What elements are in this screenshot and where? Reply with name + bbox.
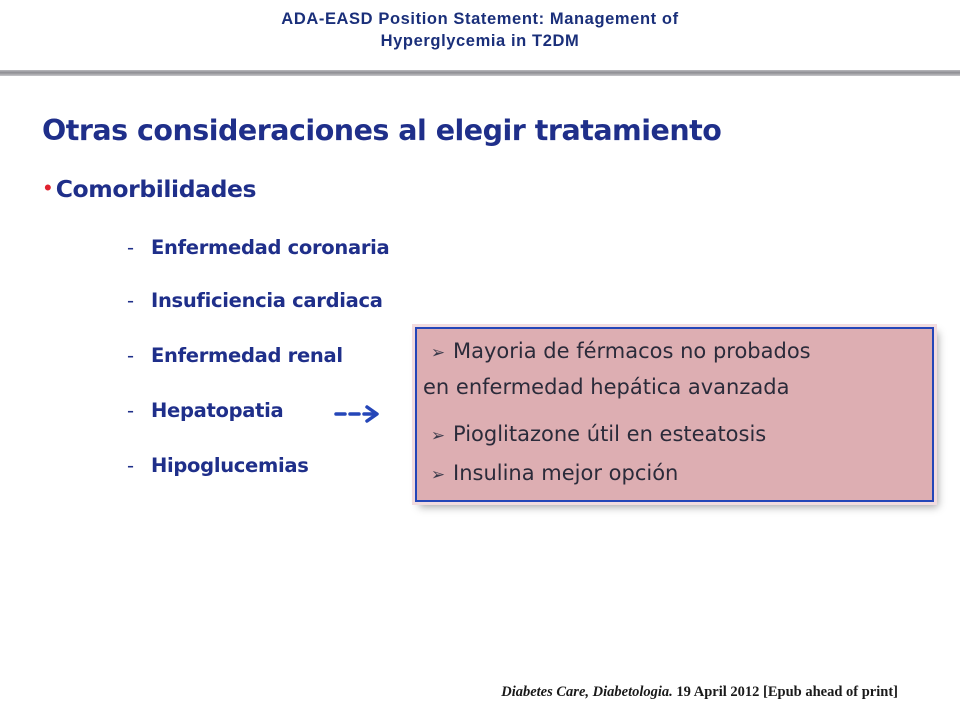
list-item-enfermedad-renal (127, 344, 343, 367)
hepatopatia-callout-box (415, 327, 934, 502)
list-item-label: Enfermedad renal (151, 344, 343, 367)
callout-item-farmacos (423, 339, 811, 363)
header-divider (0, 70, 960, 76)
callout-item-insulina (423, 461, 678, 485)
dash-marker: - (127, 399, 135, 422)
citation-journals: Diabetes Care, Diabetologia. (501, 684, 673, 700)
list-item-enfermedad-coronaria (127, 236, 389, 259)
dashed-arrow-icon (334, 403, 384, 425)
list-item-label: Hepatopatia (151, 399, 284, 422)
list-item-label: Insuficiencia cardiaca (151, 289, 383, 312)
header-title (150, 8, 810, 52)
page-title: Otras consideraciones al elegir tratamiento (42, 114, 722, 147)
citation (501, 684, 898, 701)
bullet-comorbilidades (44, 175, 256, 203)
list-item-label: Hipoglucemias (151, 454, 309, 477)
bullet-marker: • (44, 175, 52, 200)
callout-item-text: Pioglitazone útil en esteatosis (453, 422, 767, 446)
dash-marker: - (127, 454, 135, 477)
list-item-insuficiencia-cardiaca (127, 289, 383, 312)
bullet-label: Comorbilidades (55, 175, 257, 203)
dash-marker: - (127, 344, 135, 367)
dash-marker: - (127, 289, 135, 312)
header-title-line-2: Hyperglycemia in T2DM (380, 32, 580, 50)
citation-date: 19 April 2012 [Epub ahead of print] (676, 684, 898, 700)
arrow-bullet-icon: ➢ (430, 426, 446, 446)
header-title-line-1: ADA-EASD Position Statement: Management of (281, 10, 679, 28)
callout-item-farmacos-continuation: en enfermedad hepática avanzada (423, 375, 790, 399)
list-item-hipoglucemias (127, 454, 309, 477)
arrow-bullet-icon: ➢ (430, 465, 446, 485)
list-item-label: Enfermedad coronaria (151, 236, 390, 259)
arrow-bullet-icon: ➢ (430, 343, 446, 363)
callout-item-text: Mayoria de férmacos no probados (453, 339, 811, 363)
callout-item-text: Insulina mejor opción (453, 461, 679, 485)
list-item-hepatopatia (127, 399, 283, 422)
dash-marker: - (127, 236, 135, 259)
callout-item-pioglitazone (423, 422, 766, 446)
